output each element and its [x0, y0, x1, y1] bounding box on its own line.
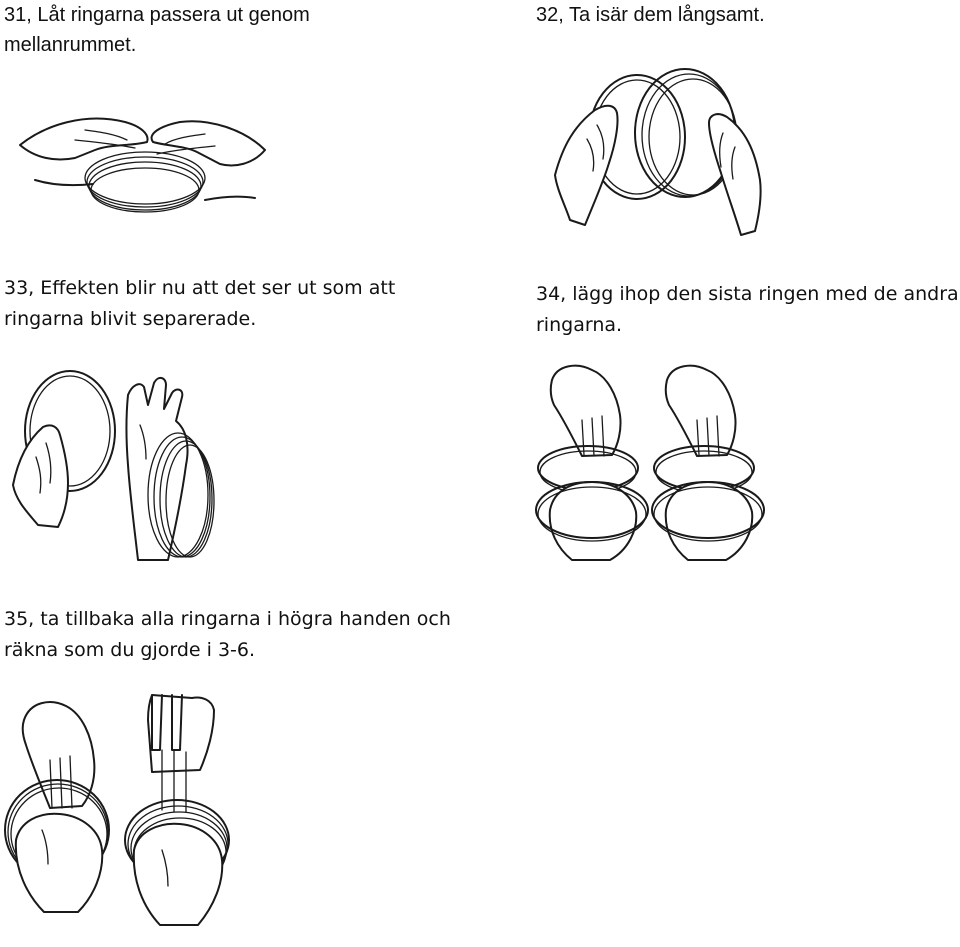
step-35-caption: 35, ta tillbaka alla ringarna i högra handen och räkna som du gjorde i 3-6.	[4, 608, 451, 661]
step-33-caption: 33, Effekten blir nu att det ser ut som att ringarna blivit separerade.	[4, 277, 396, 330]
step-34-illustration	[532, 360, 772, 580]
step-31-caption: 31, Låt ringarna passera ut genom mellanrummet.	[4, 4, 310, 56]
step-34-caption: 34, lägg ihop den sista ringen med de andra ringarna.	[536, 283, 959, 336]
step-32-illustration	[545, 55, 775, 245]
step-35-illustration	[2, 690, 242, 940]
step-33-illustration	[8, 365, 228, 570]
step-31-illustration	[15, 100, 275, 220]
step-32-caption: 32, Ta isär dem långsamt.	[536, 4, 765, 26]
